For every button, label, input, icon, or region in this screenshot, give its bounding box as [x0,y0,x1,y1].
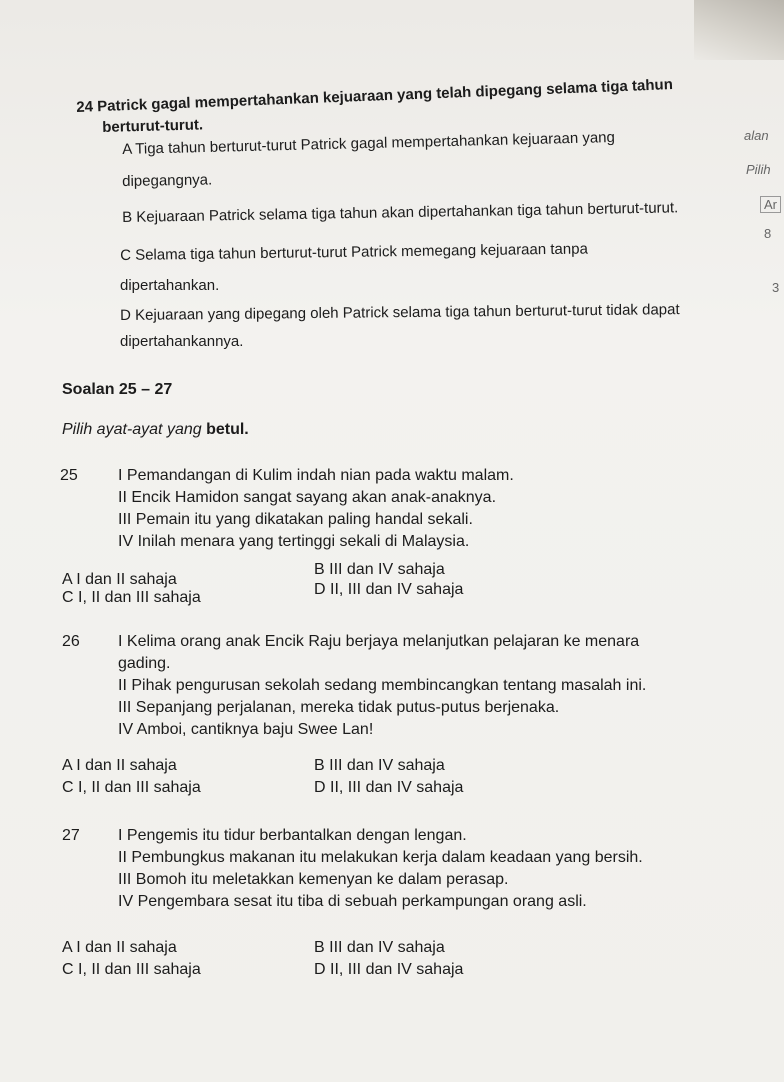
statement: I Pemandangan di Kulim indah nian pada waktu malam. [118,467,514,484]
option-d: D II, III dan IV sahaja [314,779,464,796]
option-c: C I, II dan III sahaja [62,779,201,796]
statement: II Pembungkus makanan itu melakukan kerja dalam keadaan yang bersih. [118,849,643,866]
option-d: D II, III dan IV sahaja [314,961,464,978]
statement: II Pihak pengurusan sekolah sedang membincangkan tentang masalah ini. [118,677,647,694]
statement: III Sepanjang perjalanan, mereka tidak putus-putus berjenaka. [118,699,560,716]
option-b: B III dan IV sahaja [314,561,445,578]
option-d: D Kejuaraan yang dipegang oleh Patrick selama tiga tahun berturut-turut tidak dapat [120,301,680,324]
option-a-cont: dipegangnya. [122,171,213,190]
question-24-stem [76,75,673,117]
margin-fragment: 3 [772,280,780,295]
statement: III Pemain itu yang dikatakan paling handal sekali. [118,511,473,528]
option-a: A Tiga tahun berturut-turut Patrick gagal mempertahankan kejuaraan yang [122,128,616,158]
option-b: B Kejuaraan Patrick selama tiga tahun akan dipertahankan tiga tahun berturut-turut. [122,199,679,226]
question-number: 24 [76,98,94,116]
option-a: A I dan II sahaja [62,571,177,588]
statement: III Bomoh itu meletakkan kemenyan ke dalam perasap. [118,871,509,888]
question-text: Patrick gagal mempertahankan kejuaraan yang telah dipegang selama tiga tahun [96,76,674,116]
statement-cont: gading. [118,655,171,672]
statement: IV Amboi, cantiknya baju Swee Lan! [118,721,374,738]
statement: II Encik Hamidon sangat sayang akan anak-anaknya. [118,489,497,506]
question-24-stem-cont: berturut-turut. [102,116,204,136]
option-a: A I dan II sahaja [62,939,177,956]
statement: IV Pengembara sesat itu tiba di sebuah perkampungan orang asli. [118,893,587,910]
question-number: 27 [62,827,80,844]
margin-fragment: 8 [764,226,772,241]
margin-fragment: Ar [760,196,781,213]
page-fold [694,0,784,60]
instruction-emphasis: betul. [206,421,249,438]
option-c: C I, II dan III sahaja [62,961,201,978]
option-b: B III dan IV sahaja [314,939,445,956]
option-a: A I dan II sahaja [62,757,177,774]
section-instruction [62,420,249,439]
statement: I Kelima orang anak Encik Raju berjaya melanjutkan pelajaran ke menara [118,633,640,650]
instruction-text: Pilih ayat-ayat yang [62,421,207,438]
statement: I Pengemis itu tidur berbantalkan dengan lengan. [118,827,467,844]
option-c: C I, II dan III sahaja [62,589,201,606]
option-c: C Selama tiga tahun berturut-turut Patrick memegang kejuaraan tanpa [120,240,588,264]
margin-fragment: Pilih [746,162,771,177]
margin-fragment: alan [744,128,769,143]
option-d-cont: dipertahankannya. [120,333,244,350]
option-b: B III dan IV sahaja [314,757,445,774]
question-number: 26 [62,633,80,650]
section-title: Soalan 25 – 27 [62,381,173,398]
question-number: 25 [60,467,78,484]
statement: IV Inilah menara yang tertinggi sekali di Malaysia. [118,533,470,550]
option-c-cont: dipertahankan. [120,277,220,294]
option-d: D II, III dan IV sahaja [314,581,464,598]
